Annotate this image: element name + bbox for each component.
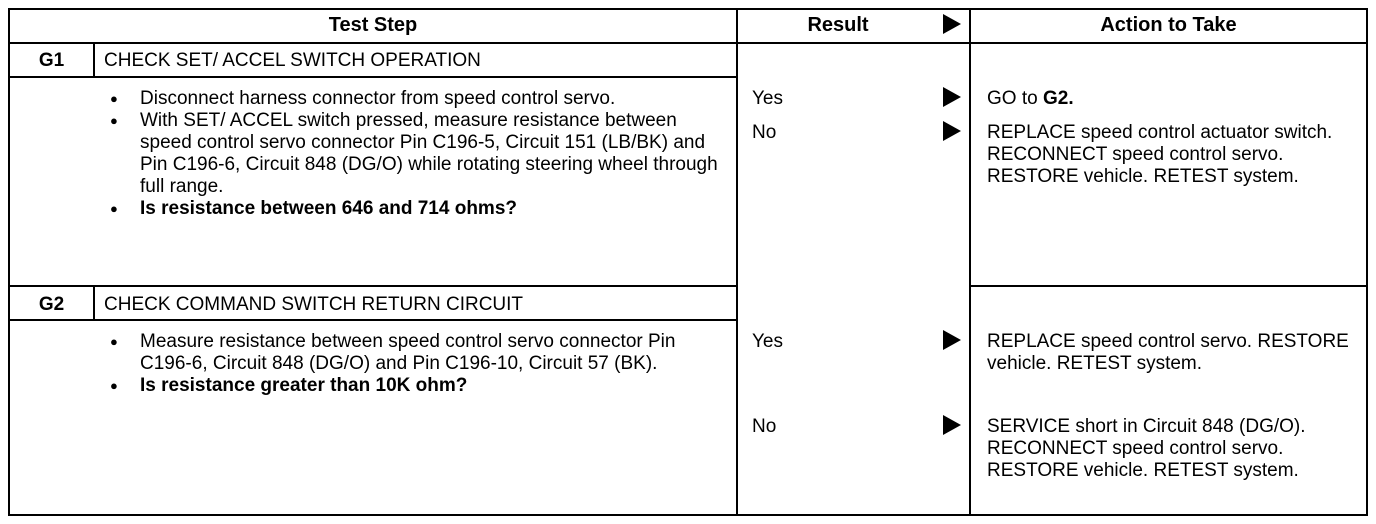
- g1-result-yes: Yes: [752, 88, 783, 109]
- step-id-g2: G2: [38, 294, 65, 315]
- header-action: Action to Take: [1100, 14, 1237, 36]
- divider-step-result: [736, 8, 738, 516]
- table-border-left: [8, 8, 10, 516]
- g2-no-arrow-icon: [943, 415, 961, 435]
- step-title-g1: CHECK SET/ ACCEL SWITCH OPERATION: [104, 50, 481, 71]
- g1-g2-divider-right: [969, 285, 1368, 287]
- g1-id-divider: [93, 42, 95, 77]
- g1-result-no: No: [752, 122, 777, 143]
- g2-id-divider: [93, 286, 95, 320]
- step-id-g1: G1: [38, 50, 65, 71]
- table-border-bottom: [8, 514, 1368, 516]
- g2-action-no: SERVICE short in Circuit 848 (DG/O). RECONNECT speed control servo. RESTORE vehicle. RETEST system.: [987, 416, 1306, 481]
- g2-yes-arrow-icon: [943, 330, 961, 350]
- g1-bullet: ● With SET/ ACCEL switch pressed, measure resistance between speed control servo connector Pin C196-5, Circuit 151 (LB/BK) and Pin C196-6, Circuit 848 (DG/O) while rotating steering wheel through full range.: [100, 110, 720, 198]
- g2-bullet-list: [100, 331, 720, 397]
- g1-action-yes-prefix: GO to: [987, 88, 1043, 109]
- g2-result-no: No: [752, 416, 777, 437]
- g2-bullet: ● Measure resistance between speed control servo connector Pin C196-6, Circuit 848 (DG/O) and Pin C196-10, Circuit 57 (BK).: [100, 331, 720, 375]
- g2-title-underline: [8, 319, 737, 321]
- g1-bullet-list: [100, 88, 720, 220]
- divider-result-action: [969, 8, 971, 516]
- g1-g2-divider-left: [8, 285, 737, 287]
- g2-action-yes: REPLACE speed control servo. RESTORE vehicle. RETEST system.: [987, 331, 1349, 374]
- g1-bullet: ● Disconnect harness connector from speed control servo.: [100, 88, 720, 110]
- header-test-step: Test Step: [328, 14, 418, 36]
- g1-title-underline: [8, 76, 737, 78]
- table-border-top: [8, 8, 1368, 10]
- header-result: Result: [807, 14, 869, 36]
- g2-result-yes: Yes: [752, 331, 783, 352]
- g2-question: ● Is resistance greater than 10K ohm?: [100, 375, 720, 397]
- header-arrow-icon: [943, 14, 961, 34]
- table-border-right: [1366, 8, 1368, 516]
- g1-yes-arrow-icon: [943, 87, 961, 107]
- g1-action-no: REPLACE speed control actuator switch. RECONNECT speed control servo. RESTORE vehicle. RETEST system.: [987, 122, 1333, 187]
- g1-action-yes: [987, 88, 1357, 110]
- g1-no-arrow-icon: [943, 121, 961, 141]
- header-divider: [8, 42, 1368, 44]
- g1-question: ● Is resistance between 646 and 714 ohms?: [100, 198, 720, 220]
- step-title-g2: CHECK COMMAND SWITCH RETURN CIRCUIT: [104, 294, 524, 315]
- g1-action-yes-target: G2.: [1042, 88, 1074, 109]
